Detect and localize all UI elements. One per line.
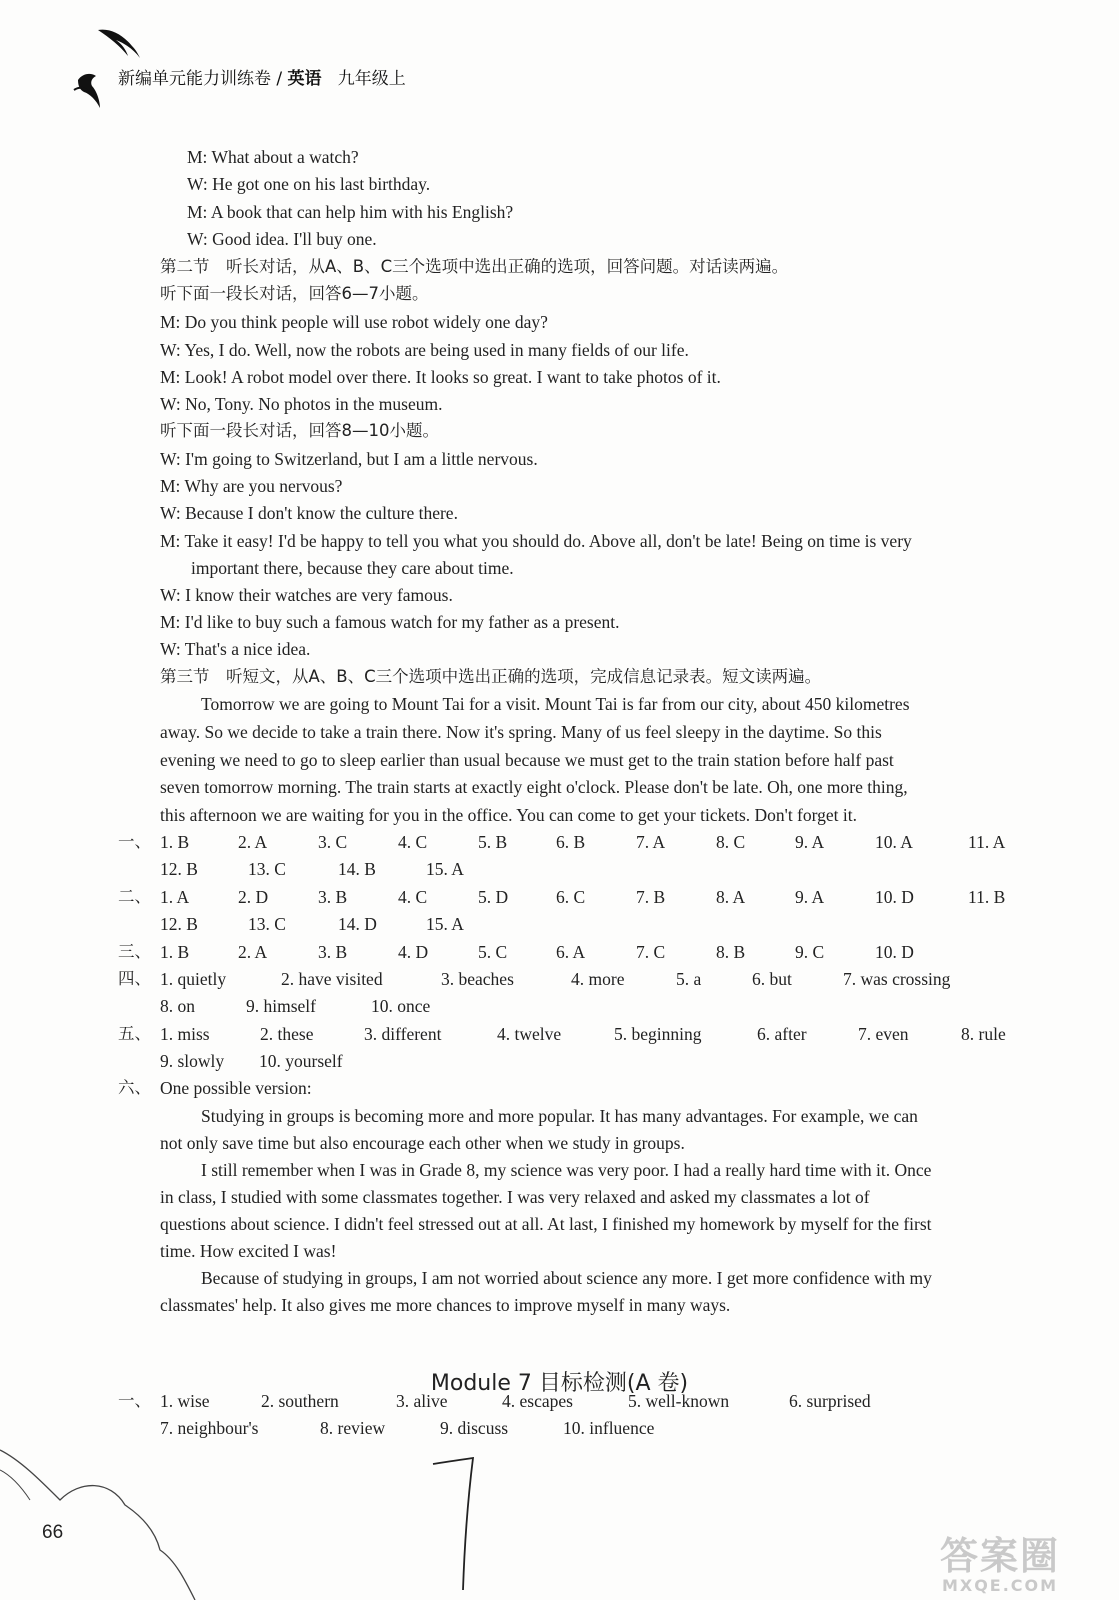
dialogue-line: W: That's a nice idea. bbox=[160, 639, 311, 659]
essay-line: Because of studying in groups, I am not worried about science any more. I get more confidence with my bbox=[201, 1268, 932, 1288]
answer-item: 1. B bbox=[160, 942, 190, 962]
answer-item: 14. B bbox=[338, 859, 376, 879]
answer-item: 10. once bbox=[371, 996, 431, 1016]
dialogue-line: M: I'd like to buy such a famous watch for my father as a present. bbox=[160, 612, 620, 632]
title-subject: 英语 bbox=[287, 69, 322, 89]
answer-item: 10. A bbox=[875, 832, 913, 852]
answer-item: 6. surprised bbox=[789, 1391, 871, 1411]
answer-item: 13. C bbox=[248, 859, 286, 879]
answer-item: 11. A bbox=[968, 832, 1006, 852]
answer-item: 2. D bbox=[238, 887, 269, 907]
answer-item: 13. C bbox=[248, 914, 286, 934]
title-main: 新编单元能力训练卷 / bbox=[118, 69, 288, 89]
answer-item: 1. miss bbox=[160, 1024, 210, 1044]
answer-item: 5. B bbox=[478, 832, 508, 852]
answer-item: 2. A bbox=[238, 942, 268, 962]
section2-intro-1: 听下面一段长对话，回答6—7小题。 bbox=[160, 284, 429, 303]
answer-item: 3. different bbox=[364, 1024, 442, 1044]
answer-item: 9. himself bbox=[246, 996, 316, 1016]
answer-item: 9. slowly bbox=[160, 1051, 225, 1071]
answer-item: 3. beaches bbox=[441, 969, 514, 989]
essay-line: I still remember when I was in Grade 8, my science was very poor. I had a really hard time with it. Once bbox=[201, 1160, 932, 1180]
answer-item: 7. B bbox=[636, 887, 666, 907]
answer-part-label: 一、 bbox=[118, 1391, 151, 1410]
dialogue-line: W: No, Tony. No photos in the museum. bbox=[160, 394, 443, 414]
answer-item: 9. A bbox=[795, 887, 825, 907]
answer-item: 8. review bbox=[320, 1418, 386, 1438]
answer-item: 5. D bbox=[478, 887, 509, 907]
answer-item: 8. A bbox=[716, 887, 746, 907]
answer-item: 9. discuss bbox=[440, 1418, 509, 1438]
answer-item: 5. well-known bbox=[628, 1391, 730, 1411]
answer-item: 12. B bbox=[160, 859, 198, 879]
answer-item: 14. D bbox=[338, 914, 377, 934]
title-grade: 九年级上 bbox=[337, 69, 406, 89]
answer-item: 4. C bbox=[398, 832, 428, 852]
passage-line: seven tomorrow morning. The train starts at exactly eight o'clock. Please don't be late. Oh, one more thing, bbox=[160, 777, 908, 797]
handwritten-seven bbox=[425, 1450, 485, 1600]
answer-item: 10. D bbox=[875, 887, 914, 907]
answer-item: 2. these bbox=[260, 1024, 314, 1044]
answer-item: 2. A bbox=[238, 832, 268, 852]
essay-line: time. How excited I was! bbox=[160, 1241, 337, 1261]
watermark bbox=[940, 1525, 1060, 1595]
dialogue-line: W: I'm going to Switzerland, but I am a little nervous. bbox=[160, 449, 538, 469]
passage-line: Tomorrow we are going to Mount Tai for a visit. Mount Tai is far from our city, about 450 kilometres bbox=[201, 694, 910, 714]
answer-item: 2. have visited bbox=[281, 969, 383, 989]
passage-line: this afternoon we are waiting for you in the office. You can come to get your tickets. Don't forget it. bbox=[160, 805, 857, 825]
dialogue-line: M: A book that can help him with his English? bbox=[187, 202, 514, 222]
module-title: Module 7 目标检测(A 卷) bbox=[430, 1371, 689, 1396]
answer-item: 7. C bbox=[636, 942, 666, 962]
dialogue-line: W: I know their watches are very famous. bbox=[160, 585, 453, 605]
answer-item: 3. B bbox=[318, 942, 348, 962]
page-header bbox=[70, 20, 490, 120]
answer-item: 5. beginning bbox=[614, 1024, 702, 1044]
dialogue-line: W: Yes, I do. Well, now the robots are being used in many fields of our life. bbox=[160, 340, 689, 360]
answer-item: 11. B bbox=[968, 887, 1006, 907]
dialogue-line: M: Do you think people will use robot widely one day? bbox=[160, 312, 548, 332]
footer-cloud-decoration bbox=[0, 1420, 240, 1600]
answer-item: 6. B bbox=[556, 832, 586, 852]
section3-heading: 第三节 听短文，从A、B、C三个选项中选出正确的选项，完成信息记录表。短文读两遍。 bbox=[160, 667, 822, 686]
answer-item: 4. C bbox=[398, 887, 428, 907]
answer-item: 7. A bbox=[636, 832, 666, 852]
answer-item: 5. C bbox=[478, 942, 508, 962]
answer-item: 3. B bbox=[318, 887, 348, 907]
answer-item: 10. influence bbox=[563, 1418, 655, 1438]
dialogue-line: M: Take it easy! I'd be happy to tell you what you should do. Above all, don't be late! Being on time is very bbox=[160, 531, 912, 551]
answer-item: 3. alive bbox=[396, 1391, 448, 1411]
answer-part-label: 四、 bbox=[118, 969, 151, 988]
essay-line: Studying in groups is becoming more and more popular. It has many advantages. For example, we can bbox=[201, 1106, 918, 1126]
page-number: 66 bbox=[42, 1522, 64, 1543]
answer-item: 7. neighbour's bbox=[160, 1418, 259, 1438]
answer-item: 2. southern bbox=[261, 1391, 339, 1411]
section2-heading: 第二节 听长对话，从A、B、C三个选项中选出正确的选项，回答问题。对话读两遍。 bbox=[160, 257, 789, 276]
answer-item: 15. A bbox=[426, 914, 464, 934]
watermark-url: MXQE.COM bbox=[941, 1576, 1059, 1595]
answer-item: 1. B bbox=[160, 832, 190, 852]
answer-item: 15. A bbox=[426, 859, 464, 879]
answer-item: 1. A bbox=[160, 887, 190, 907]
answer-item: 9. A bbox=[795, 832, 825, 852]
answer-part-label: 六、 bbox=[118, 1078, 151, 1097]
dialogue-line: W: He got one on his last birthday. bbox=[187, 174, 431, 194]
essay-line: classmates' help. It also gives me more chances to improve myself in many ways. bbox=[160, 1295, 731, 1315]
answer-item: 8. rule bbox=[961, 1024, 1006, 1044]
answer-item: 6. A bbox=[556, 942, 586, 962]
answer-item: 10. D bbox=[875, 942, 914, 962]
answer-part-label: 一、 bbox=[118, 832, 151, 851]
answer-item: 8. on bbox=[160, 996, 195, 1016]
answer-part-label: 三、 bbox=[118, 942, 151, 961]
answer-item: 8. C bbox=[716, 832, 746, 852]
answer-item: 8. B bbox=[716, 942, 746, 962]
watermark-text: 答案圈 bbox=[940, 1534, 1061, 1578]
answer-item: 9. C bbox=[795, 942, 825, 962]
answer-item: 4. twelve bbox=[497, 1024, 562, 1044]
passage-line: evening we need to go to sleep earlier than usual because we must get to the train station before half past bbox=[160, 750, 894, 770]
passage-line: away. So we decide to take a train there. Now it's spring. Many of us feel sleepy in the daytime. So this bbox=[160, 722, 882, 742]
dialogue-line: M: Look! A robot model over there. It looks so great. I want to take photos of it. bbox=[160, 367, 721, 387]
answer-item: 10. yourself bbox=[259, 1051, 343, 1071]
answer-item: 4. more bbox=[571, 969, 625, 989]
answer-item: 7. even bbox=[858, 1024, 909, 1044]
dialogue-line: W: Good idea. I'll buy one. bbox=[187, 229, 377, 249]
answer-part-label: 二、 bbox=[118, 887, 151, 906]
answer-item: 4. D bbox=[398, 942, 429, 962]
answer-item: 5. a bbox=[676, 969, 702, 989]
answer-item: 12. B bbox=[160, 914, 198, 934]
essay-intro: One possible version: bbox=[160, 1078, 312, 1098]
dialogue-line: M: What about a watch? bbox=[187, 147, 359, 167]
dialogue-line: M: Why are you nervous? bbox=[160, 476, 343, 496]
answer-item: 4. escapes bbox=[502, 1391, 573, 1411]
dialogue-line: W: Because I don't know the culture there. bbox=[160, 503, 458, 523]
dialogue-line: important there, because they care about time. bbox=[191, 558, 514, 578]
section2-intro-2: 听下面一段长对话，回答8—10小题。 bbox=[160, 421, 439, 440]
answer-item: 6. but bbox=[752, 969, 792, 989]
answer-item: 3. C bbox=[318, 832, 348, 852]
essay-line: not only save time but also encourage each other when we study in groups. bbox=[160, 1133, 685, 1153]
answer-item: 7. was crossing bbox=[843, 969, 951, 989]
answer-item: 1. wise bbox=[160, 1391, 210, 1411]
answer-item: 1. quietly bbox=[160, 969, 227, 989]
answer-item: 6. C bbox=[556, 887, 586, 907]
book-title bbox=[118, 64, 406, 89]
answer-item: 6. after bbox=[757, 1024, 807, 1044]
essay-line: questions about science. I didn't feel stressed out at all. At last, I finished my homework by myself for the first bbox=[160, 1214, 932, 1234]
essay-line: in class, I studied with some classmates together. I was very relaxed and asked my classmates a lot of bbox=[160, 1187, 870, 1207]
answer-part-label: 五、 bbox=[118, 1024, 151, 1043]
